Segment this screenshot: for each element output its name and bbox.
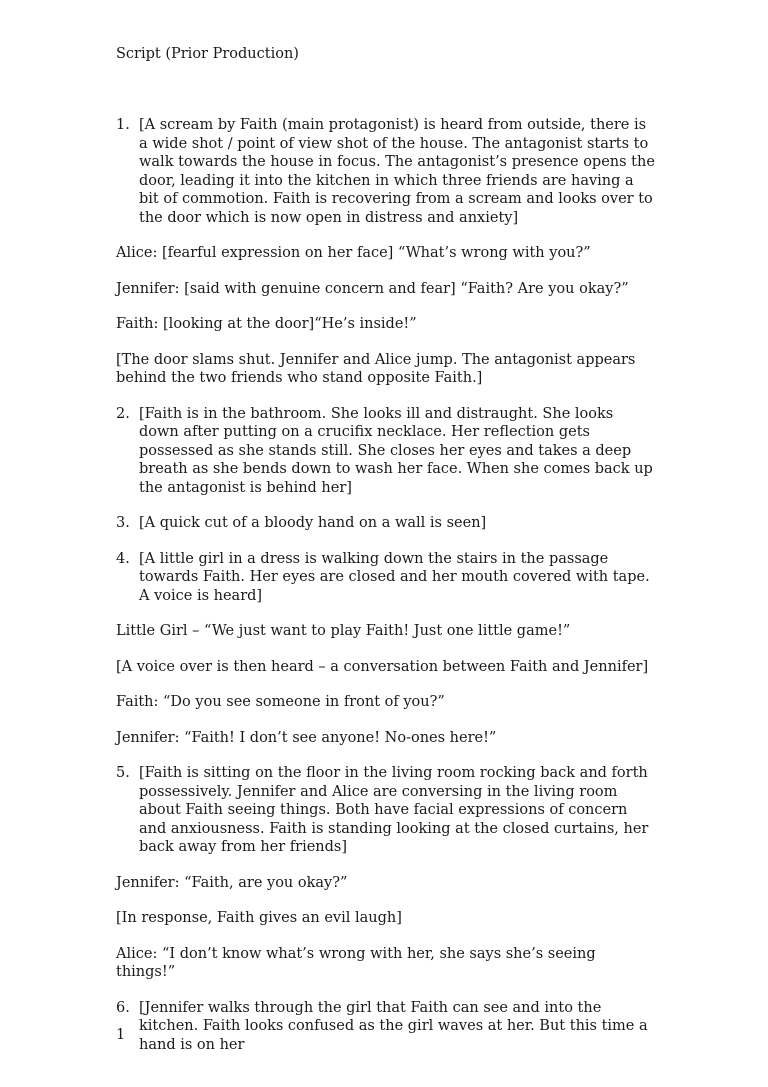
document-title: Script (Prior Production) xyxy=(116,46,299,62)
script-body xyxy=(116,116,656,1071)
shot-item xyxy=(116,514,656,533)
shot-description: [A little girl in a dress is walking down the stairs in the passage towards Faith. Her eyes are closed and her mouth covered with tape. A voice is heard] xyxy=(139,550,650,604)
shot-description: [A scream by Faith (main protagonist) is heard from outside, there is a wide shot / point of view shot of the house. The antagonist starts to walk towards the house in focus. The antagonist’s presence opens the door, leading it into the kitchen in which three friends are having a bit of commotion. Faith is recovering from a scream and looks over to the door which is now open in distress and anxiety] xyxy=(139,117,655,226)
stage-direction: [A voice over is then heard – a conversation between Faith and Jennifer] xyxy=(116,658,649,675)
shot-number: 2. xyxy=(116,405,130,422)
dialogue-line: Faith: [looking at the door]“He’s inside!” xyxy=(116,316,417,332)
shot-description: [Jennifer walks through the girl that Faith can see and into the kitchen. Faith looks confused as the girl waves at her. But this time a hand is on her xyxy=(139,999,648,1053)
shot-item xyxy=(116,550,656,606)
dialogue-line: Alice: [fearful expression on her face] “What’s wrong with you?” xyxy=(116,245,591,261)
dialogue-line: Alice: “I don’t know what’s wrong with her, she says she’s seeing things!” xyxy=(116,945,596,980)
shot-item xyxy=(116,764,656,857)
dialogue-line: Little Girl – “We just want to play Faith! Just one little game!” xyxy=(116,623,571,639)
dialogue-line: Jennifer: “Faith! I don’t see anyone! No-ones here!” xyxy=(116,729,497,746)
shot-item xyxy=(116,116,656,227)
shot-description: [A quick cut of a bloody hand on a wall is seen] xyxy=(139,515,487,531)
dialogue-line: Faith: “Do you see someone in front of you?” xyxy=(116,694,445,710)
stage-direction: [The door slams shut. Jennifer and Alice jump. The antagonist appears behind the two friends who stand opposite Faith.] xyxy=(116,351,636,386)
shot-item xyxy=(116,405,656,498)
shot-description: [Faith is in the bathroom. She looks ill and distraught. She looks down after putting on a crucifix necklace. Her reflection gets possessed as she stands still. She closes her eyes and takes a deep breath as she bends down to wash her face. When she comes back up the antagonist is behind her] xyxy=(139,405,653,496)
shot-number: 1. xyxy=(116,117,130,133)
shot-item xyxy=(116,999,656,1055)
shot-number: 5. xyxy=(116,765,130,781)
shot-description: [Faith is sitting on the floor in the living room rocking back and forth possessively. Jennifer and Alice are conversing in the living room about Faith seeing things. Both have facial expressions of concern and anxiousness. Faith is standing looking at the closed curtains, her back away from her friends] xyxy=(139,765,649,855)
shot-number: 6. xyxy=(116,999,130,1016)
dialogue-line: Jennifer: [said with genuine concern and fear] “Faith? Are you okay?” xyxy=(116,280,629,297)
shot-number: 4. xyxy=(116,550,130,567)
stage-direction: [In response, Faith gives an evil laugh] xyxy=(116,910,402,926)
page-number: 1 xyxy=(116,1027,126,1043)
dialogue-line: Jennifer: “Faith, are you okay?” xyxy=(116,874,348,891)
shot-number: 3. xyxy=(116,515,130,531)
